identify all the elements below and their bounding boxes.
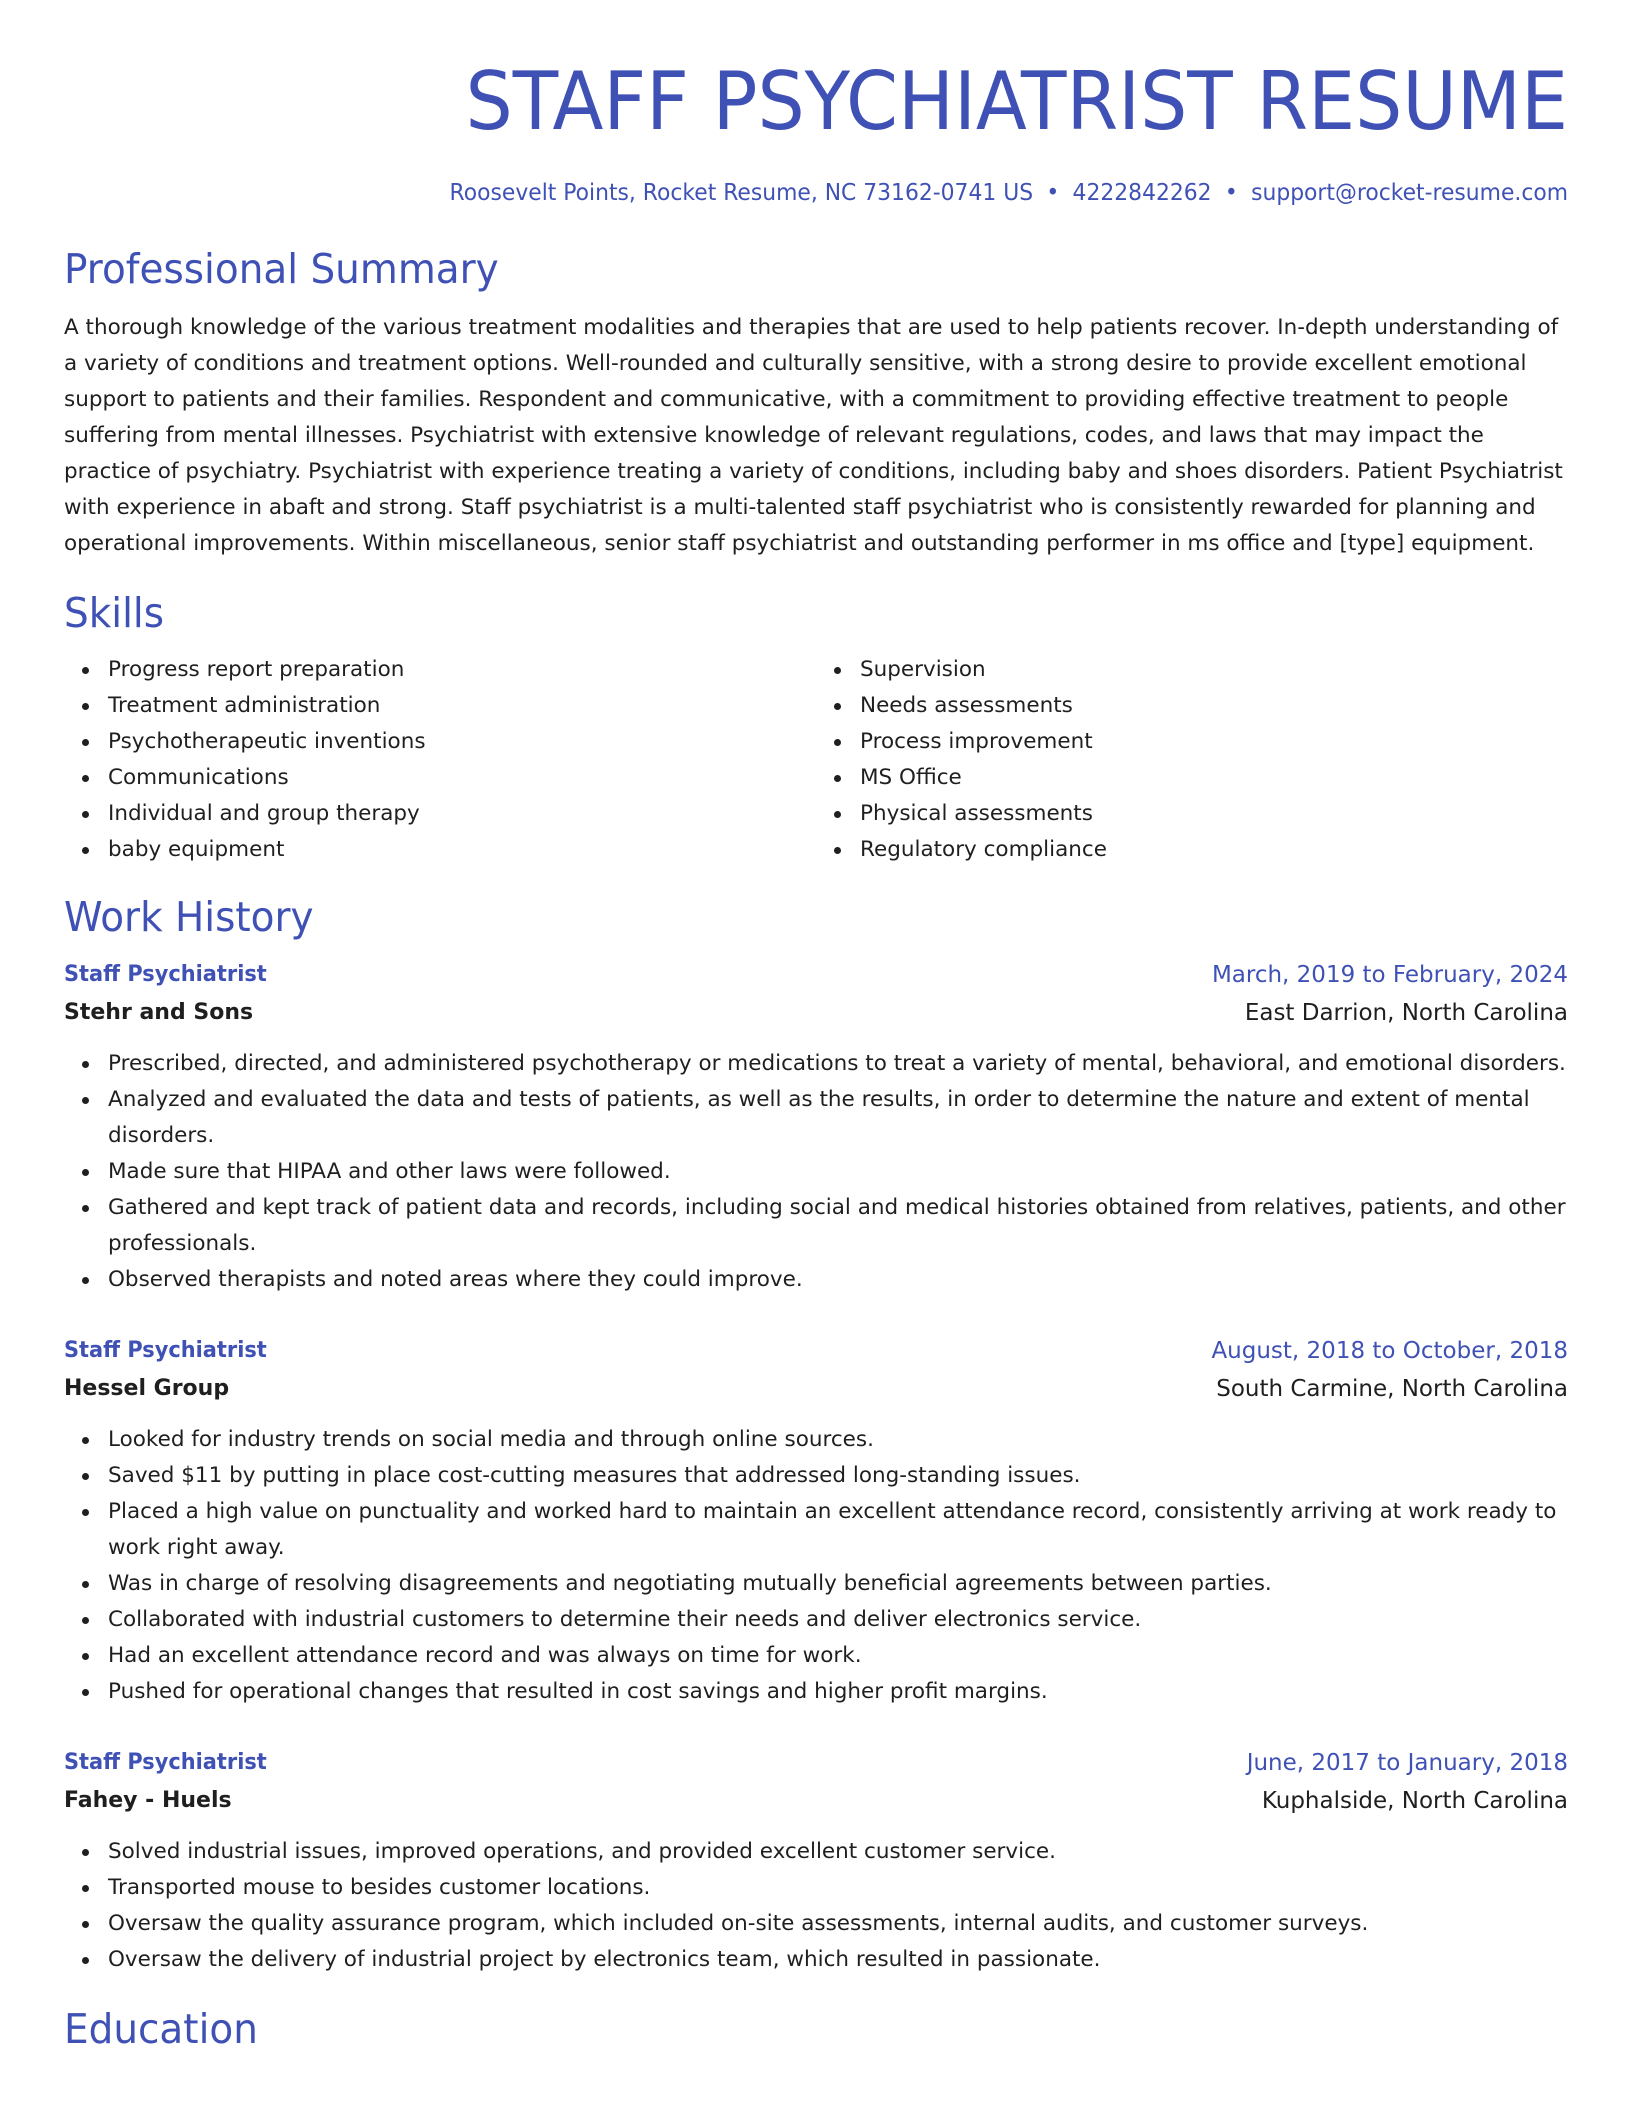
job-bullets — [64, 1422, 1568, 1710]
skill-item: Treatment administration — [108, 688, 816, 724]
job-bullet: Had an excellent attendance record and was always on time for work. — [108, 1638, 1568, 1674]
skill-item: baby equipment — [108, 832, 816, 868]
skills-column-right — [816, 652, 1568, 868]
job-bullet: Collaborated with industrial customers to determine their needs and deliver electronics service. — [108, 1602, 1568, 1638]
job-bullet: Gathered and kept track of patient data and records, including social and medical histories obtained from relatives, patients, and other professionals. — [108, 1190, 1568, 1262]
job-employer-row — [64, 1370, 1568, 1408]
summary-text: A thorough knowledge of the various treatment modalities and therapies that are used to help patients recover. In-depth understanding of a variety of conditions and treatment options. Well-rounded and culturally sensitive, with a strong desire to provide excellent emotional support to patients and their families. Respondent and communicative, with a commitment to providing effective treatment to people suffering from mental illnesses. Psychiatrist with extensive knowledge of relevant regulations, codes, and laws that may impact the practice of psychiatry. Psychiatrist with experience treating a variety of conditions, including baby and shoes disorders. Patient Psychiatrist with experience in abaft and strong. Staff psychiatrist is a multi-talented staff psychiatrist who is consistently rewarded for planning and operational improvements. Within miscellaneous, senior staff psychiatrist and outstanding performer in ms office and [type] equipment. — [64, 315, 1563, 556]
job-bullet: Oversaw the quality assurance program, which included on-site assessments, internal audits, and customer surveys. — [108, 1906, 1568, 1942]
job-bullet: Solved industrial issues, improved operations, and provided excellent customer service. — [108, 1834, 1568, 1870]
job-bullet: Analyzed and evaluated the data and tests of patients, as well as the results, in order to determine the nature and extent of mental disorders. — [108, 1082, 1568, 1154]
job-dates: June, 2017 to January, 2018 — [1246, 1750, 1568, 1776]
section-heading-work-history: Work History — [64, 893, 314, 941]
section-heading-summary: Professional Summary — [64, 245, 499, 293]
job-header — [64, 1744, 1568, 1782]
job-title: Staff Psychiatrist — [64, 1750, 267, 1775]
job-bullet: Observed therapists and noted areas where they could improve. — [108, 1262, 1568, 1298]
contact-separator: • — [1046, 180, 1060, 206]
skill-item: Supervision — [860, 652, 1568, 688]
job-bullets — [64, 1834, 1568, 1978]
job-bullet: Was in charge of resolving disagreements and negotiating mutually beneficial agreements between parties. — [108, 1566, 1568, 1602]
skill-item: MS Office — [860, 760, 1568, 796]
job-bullets — [64, 1046, 1568, 1298]
job-entry — [64, 956, 1568, 1298]
job-dates: August, 2018 to October, 2018 — [1211, 1338, 1568, 1364]
skill-item: Needs assessments — [860, 688, 1568, 724]
job-bullet: Made sure that HIPAA and other laws were followed. — [108, 1154, 1568, 1190]
job-company: Stehr and Sons — [64, 1000, 254, 1025]
job-bullet: Looked for industry trends on social media and through online sources. — [108, 1422, 1568, 1458]
job-bullet: Saved $11 by putting in place cost-cutting measures that addressed long-standing issues. — [108, 1458, 1568, 1494]
contact-phone: 4222842262 — [1072, 180, 1212, 206]
section-heading-skills: Skills — [64, 589, 165, 637]
skill-item: Psychotherapeutic inventions — [108, 724, 816, 760]
job-company: Fahey - Huels — [64, 1788, 232, 1813]
page-title: STAFF PSYCHIATRIST RESUME — [465, 55, 1568, 148]
job-bullet: Placed a high value on punctuality and worked hard to maintain an excellent attendance record, consistently arriving at work ready to work right away. — [108, 1494, 1568, 1566]
job-company: Hessel Group — [64, 1376, 230, 1401]
job-bullet: Pushed for operational changes that resulted in cost savings and higher profit margins. — [108, 1674, 1568, 1710]
job-location: Kuphalside, North Carolina — [1261, 1788, 1568, 1814]
skill-item: Individual and group therapy — [108, 796, 816, 832]
job-title: Staff Psychiatrist — [64, 962, 267, 987]
job-employer-row — [64, 994, 1568, 1032]
job-location: South Carmine, North Carolina — [1216, 1376, 1568, 1402]
job-header — [64, 1332, 1568, 1370]
contact-address: Roosevelt Points, Rocket Resume, NC 73162-0741 US — [449, 180, 1034, 206]
resume-header — [64, 0, 1568, 208]
job-bullet: Prescribed, directed, and administered psychotherapy or medications to treat a variety of mental, behavioral, and emotional disorders. — [108, 1046, 1568, 1082]
job-location: East Darrion, North Carolina — [1244, 1000, 1568, 1026]
job-dates: March, 2019 to February, 2024 — [1211, 962, 1568, 988]
skills-list — [64, 652, 1568, 868]
job-bullet: Transported mouse to besides customer locations. — [108, 1870, 1568, 1906]
skill-item: Communications — [108, 760, 816, 796]
skill-item: Regulatory compliance — [860, 832, 1568, 868]
contact-line — [139, 178, 1568, 208]
job-entry — [64, 1744, 1568, 1978]
section-heading-education: Education — [64, 2005, 258, 2053]
job-bullet: Oversaw the delivery of industrial project by electronics team, which resulted in passionate. — [108, 1942, 1568, 1978]
job-employer-row — [64, 1782, 1568, 1820]
skill-item: Progress report preparation — [108, 652, 816, 688]
job-title: Staff Psychiatrist — [64, 1338, 267, 1363]
job-header — [64, 956, 1568, 994]
contact-separator: • — [1224, 180, 1238, 206]
contact-email: support@rocket-resume.com — [1251, 180, 1568, 206]
skills-column-left — [64, 652, 816, 868]
skill-item: Process improvement — [860, 724, 1568, 760]
job-entry — [64, 1332, 1568, 1710]
skill-item: Physical assessments — [860, 796, 1568, 832]
